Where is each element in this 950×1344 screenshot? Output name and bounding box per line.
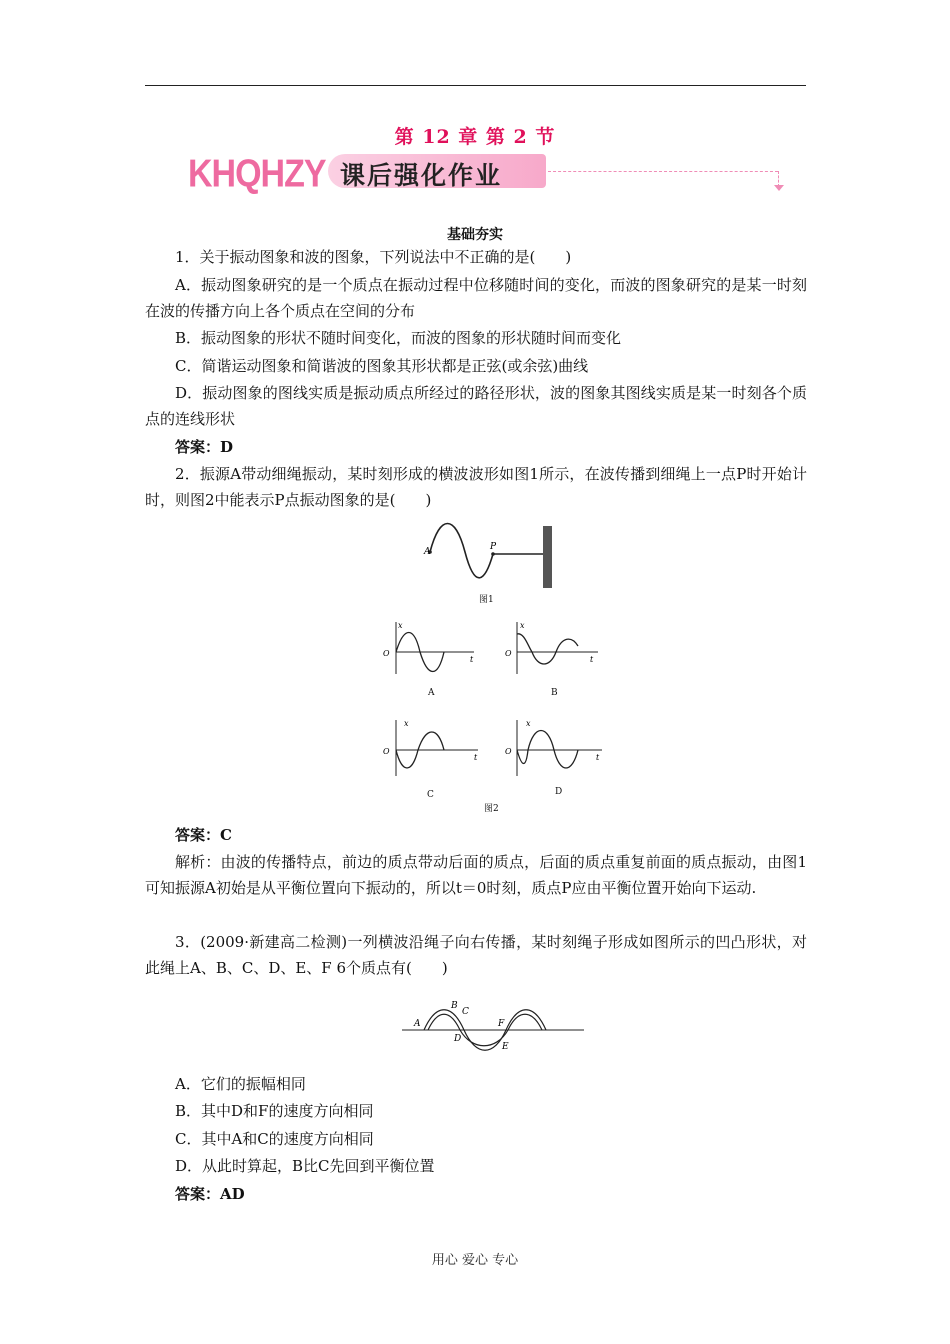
q1-option-c: C．简谐运动图象和简谐波的图象其形状都是正弦(或余弦)曲线 <box>175 357 589 375</box>
graph-d-curve <box>517 731 578 769</box>
graph-b-label-t: t <box>590 655 594 664</box>
fig1-caption: 图1 <box>479 595 494 605</box>
fig1-label-p: P <box>490 542 497 552</box>
graph-b-label-x: x <box>520 621 525 630</box>
banner-logo: KHQHZY <box>188 152 326 196</box>
fig2-caption: 图2 <box>484 804 499 814</box>
q3-answer: 答案：AD <box>175 1185 245 1203</box>
q3-label-b: B <box>451 1001 458 1011</box>
graph-a-label-x: x <box>398 621 403 630</box>
fig1-wall <box>543 526 552 588</box>
section-title: 基础夯实 <box>447 227 503 243</box>
graph-b-caption: B <box>551 688 558 698</box>
banner-dashed-line <box>548 171 778 172</box>
banner-arrow-icon <box>774 185 784 191</box>
graph-c-caption: C <box>427 790 434 800</box>
q3-option-b: B．其中D和F的速度方向相同 <box>175 1102 374 1120</box>
graph-a-caption: A <box>428 688 435 698</box>
graph-d-label-x: x <box>526 719 531 728</box>
q3-label-f: F <box>498 1019 505 1029</box>
fig1-wave-curve <box>430 524 493 578</box>
q2-graph-d <box>502 716 610 778</box>
q3-option-a: A．它们的振幅相同 <box>175 1075 306 1093</box>
graph-d-label-t: t <box>596 753 600 762</box>
graph-c-label-x: x <box>404 719 409 728</box>
q3-rope-figure <box>402 995 586 1053</box>
q2-graph-b <box>502 618 610 676</box>
header-rule <box>145 85 806 86</box>
q1-answer: 答案：D <box>175 438 234 456</box>
q1-option-b: B．振动图象的形状不随时间变化，而波的图象的形状随时间而变化 <box>175 329 622 347</box>
fig1-label-a: A <box>424 547 431 557</box>
q1-option-a: A．振动图象研究的是一个质点在振动过程中位移随时间的变化，而波的图象研究的是某一时刻在波的传播方向上各个质点在空间的分布 <box>145 276 807 320</box>
graph-a-label-t: t <box>470 655 474 664</box>
q1-stem: 1．关于振动图象和波的图象，下列说法中不正确的是( ) <box>175 248 572 266</box>
graph-d-caption: D <box>555 787 563 797</box>
page-footer: 用心 爱心 专心 <box>431 1253 519 1268</box>
q2-graph-a <box>378 618 486 676</box>
q3-label-a: A <box>414 1019 421 1029</box>
fig1-point-p-dot <box>491 552 495 556</box>
q3-label-c: C <box>462 1007 469 1017</box>
q3-option-c: C．其中A和C的速度方向相同 <box>175 1130 374 1148</box>
graph-d-label-o: O <box>505 747 512 756</box>
q2-analysis: 解析：由波的传播特点，前边的质点带动后面的质点，后面的质点重复前面的质点振动，由图1可知振源A初始是从平衡位置向下振动的，所以t＝0时刻，质点P应由平衡位置开始向下运动. <box>145 853 807 897</box>
graph-a-label-o: O <box>383 649 390 658</box>
graph-b-label-o: O <box>505 649 512 658</box>
q3-option-d: D．从此时算起，B比C先回到平衡位置 <box>175 1157 435 1175</box>
q3-label-e: E <box>502 1042 509 1052</box>
q2-graph-c <box>378 716 486 778</box>
graph-c-label-t: t <box>474 753 478 762</box>
chapter-title: 第 12 章 第 2 节 <box>394 126 556 148</box>
q2-stem: 2．振源A带动细绳振动，某时刻形成的横波波形如图1所示，在波传播到细绳上一点P时开始计时，则图2中能表示P点振动图象的是( ) <box>145 465 807 509</box>
banner-title: 课后强化作业 <box>340 161 503 190</box>
q3-label-d: D <box>454 1034 462 1044</box>
q2-answer: 答案：C <box>175 826 232 844</box>
q3-stem: 3．(2009·新建高二检测)一列横波沿绳子向右传播，某时刻绳子形成如图所示的凹凸形状，对此绳上A、B、C、D、E、F 6个质点有( ) <box>145 933 807 977</box>
graph-b-curve <box>517 634 578 664</box>
q1-option-d: D．振动图象的图线实质是振动质点所经过的路径形状，波的图象其图线实质是某一时刻各个质点的连线形状 <box>145 384 807 428</box>
homework-banner <box>188 150 788 196</box>
graph-c-label-o: O <box>383 747 390 756</box>
